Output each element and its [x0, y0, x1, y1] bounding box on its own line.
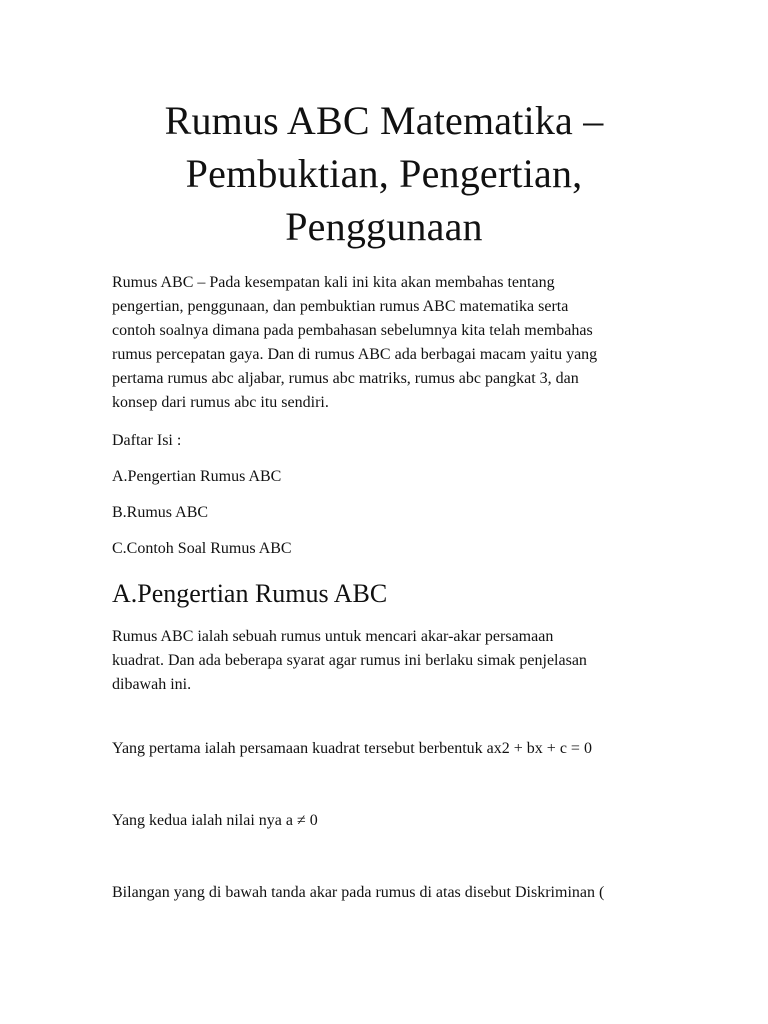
- toc-heading: Daftar Isi :: [112, 432, 182, 449]
- section-a-line: kuadrat. Dan ada beberapa syarat agar rumus ini berlaku simak penjelasan: [112, 652, 587, 669]
- intro-paragraph: [112, 271, 656, 415]
- intro-line: Rumus ABC – Pada kesempatan kali ini kita akan membahas tentang: [112, 274, 555, 291]
- intro-line: konsep dari rumus abc itu sendiri.: [112, 394, 329, 411]
- section-a-line: dibawah ini.: [112, 676, 192, 693]
- intro-line: contoh soalnya dimana pada pembahasan sebelumnya kita telah membahas: [112, 322, 593, 339]
- condition-quadratic-form: Yang pertama ialah persamaan kuadrat tersebut berbentuk ax2 + bx + c = 0: [112, 740, 592, 757]
- section-a-line: Rumus ABC ialah sebuah rumus untuk mencari akar-akar persamaan: [112, 628, 554, 645]
- toc-item-rumus[interactable]: B.Rumus ABC: [112, 504, 209, 521]
- section-a-paragraph: [112, 625, 656, 697]
- toc-item-contoh-soal[interactable]: C.Contoh Soal Rumus ABC: [112, 540, 292, 557]
- intro-line: pertama rumus abc aljabar, rumus abc matriks, rumus abc pangkat 3, dan: [112, 370, 579, 387]
- discriminant-text: Bilangan yang di bawah tanda akar pada rumus di atas disebut Diskriminan (: [112, 884, 605, 901]
- title-line: Rumus ABC Matematika –: [164, 98, 604, 143]
- condition-a-nonzero: Yang kedua ialah nilai nya a ≠ 0: [112, 812, 318, 829]
- section-a-heading: A.Pengertian Rumus ABC: [112, 579, 388, 608]
- table-of-contents: [112, 465, 656, 561]
- title-line: Penggunaan: [285, 204, 483, 249]
- intro-line: pengertian, penggunaan, dan pembuktian rumus ABC matematika serta: [112, 298, 569, 315]
- intro-line: rumus percepatan gaya. Dan di rumus ABC ada berbagai macam yaitu yang: [112, 346, 598, 363]
- toc-item-pengertian[interactable]: A.Pengertian Rumus ABC: [112, 468, 282, 485]
- document-title: [112, 0, 656, 253]
- title-line: Pembuktian, Pengertian,: [185, 151, 583, 196]
